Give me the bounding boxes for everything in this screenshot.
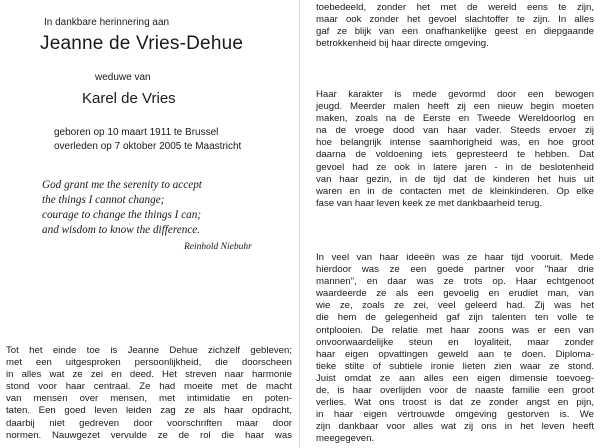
text-line: van mensen over mensen, met intimidatie en poten-: [6, 393, 292, 405]
prayer-author: Reinhold Niebuhr: [184, 242, 252, 252]
text-line: Juist omdat ze aan alles een eigen dimensie toevoeg-: [316, 372, 594, 384]
legacy-paragraph: [316, 252, 594, 446]
text-line: die hem de gelegenheid gaf zijn talenten ten volle te: [316, 312, 594, 324]
text-line: maken, zoals na de Eerste en Tweede Wereldoorlog en: [316, 113, 594, 125]
text-line: jeugd. Meerder malen heeft zij een nieuw begin moeten: [316, 101, 594, 113]
text-line: zijn dankbaar voor alles wat zij ons in het leven heeft: [316, 421, 594, 433]
text-line: de, is haar overlijden voor de naaste familie een groot: [316, 385, 594, 397]
text-line: tieke stilte of subtiele ironie lieten zien waar ze stond.: [316, 360, 594, 372]
text-line: verlies. Wat ons troost is dat ze zonder angst en pijn,: [316, 397, 594, 409]
text-line: van haar gezin, in de tijd dat de kinderen het huis uit: [316, 173, 594, 185]
left-card-page: [0, 0, 298, 448]
text-line: na de vroege dood van haar vader. Steeds ervoer zij: [316, 125, 594, 137]
text-line: maar ook zonder het gevoel slachtoffer te zijn. In alles: [316, 14, 594, 26]
text-line: onvoorwaardelijke steun en loyaliteit, maar zonder: [316, 336, 594, 348]
right-card-page: [302, 0, 600, 448]
text-line: taten. Een goed leven leiden zag ze als haar opdracht,: [6, 405, 292, 417]
text-line: hoe belangrijk intense saamhorigheid was, en hoe groot: [316, 137, 594, 149]
text-line: daarna de voldoening iets gepresteerd te hebben. Dat: [316, 149, 594, 161]
text-line: gaf ze blijk van een onafhankelijke geest en diepgaande: [316, 26, 594, 38]
text-line: In veel van haar ideeën was ze haar tijd vooruit. Mede: [316, 252, 594, 263]
text-line: gevoel had ze ook in latere jaren - in de beslotenheid: [316, 161, 594, 173]
card-fold-divider: [299, 0, 300, 448]
text-line: Tot het einde toe is Jeanne Dehue zichzelf gebleven;: [6, 345, 292, 356]
widow-of-label: weduwe van: [95, 72, 151, 83]
text-line: wie ze, zoals ze zei, veel geleerd had. Zij was het: [316, 300, 594, 312]
text-line: mannen", en daar was ze trots op. Haar echtgenoot: [316, 276, 594, 288]
biography-paragraph-continued: [316, 2, 594, 50]
deceased-name: Jeanne de Vries-Dehue: [40, 33, 244, 54]
text-line: haar eigen opvattingen geweld aan te doen. Diploma-: [316, 348, 594, 360]
text-line: meegegeven.: [316, 433, 375, 445]
serenity-prayer: [42, 178, 287, 238]
text-line: daarbij niet gedreven door voorschriften maar door: [6, 417, 292, 429]
death-line: overleden op 7 oktober 2005 te Maastricht: [54, 141, 242, 152]
intro-line: In dankbare herinnering aan: [44, 17, 170, 28]
text-line: fase van haar leven keek ze met dankbaarheid terug.: [316, 197, 543, 209]
text-line: stond voor haar centraal. Ze had moeite met de macht: [6, 381, 292, 393]
text-line: waren en in de contacten met de kleinkinderen. Op elke: [316, 185, 594, 197]
text-line: waardeerde ze als een gevoelig en erudiet man, van: [316, 288, 594, 300]
text-line: in alles wat ze zei en deed. Het streven naar harmonie: [6, 369, 292, 381]
text-line: hierdoor was ze een goede partner voor "haar drie: [316, 264, 594, 276]
prayer-line: courage to change the things I can;: [42, 209, 202, 221]
text-line: normen. Nauwgezet vervulde ze de rol die haar was: [6, 429, 292, 441]
biography-paragraph: [6, 345, 292, 442]
text-line: in haar eigen vertrouwde omgeving gestorven is. We: [316, 409, 594, 421]
text-line: ontplooien. De relatie met haar zoons was er een van: [316, 324, 594, 336]
text-line: betrokkenheid bij haar directe omgeving.: [316, 38, 489, 50]
text-line: met een uitgesproken persoonlijkheid, die doorscheen: [6, 357, 292, 369]
prayer-line: God grant me the serenity to accept: [42, 179, 202, 191]
prayer-line: and wisdom to know the difference.: [42, 224, 201, 236]
text-line: Haar karakter is mede gevormd door een bewogen: [316, 89, 594, 100]
character-paragraph: [316, 89, 594, 210]
husband-name: Karel de Vries: [82, 90, 176, 107]
text-line: toebedeeld, zonder het met de wereld eens te zijn,: [316, 2, 594, 13]
prayer-line: the things I cannot change;: [42, 194, 165, 206]
birth-line: geboren op 10 maart 1911 te Brussel: [54, 127, 219, 138]
